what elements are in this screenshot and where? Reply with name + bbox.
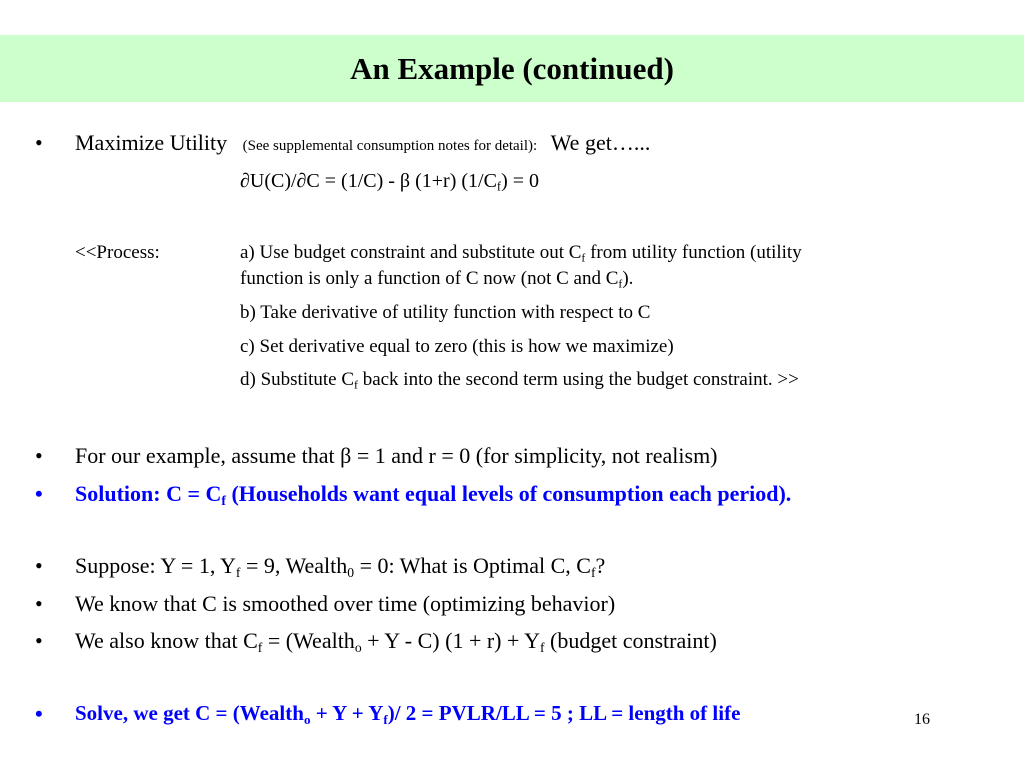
budget-sub-2: o [354, 640, 362, 656]
solution-part-2: (Households want equal levels of consumption each period). [225, 481, 792, 506]
process-step-b: b) Take derivative of utility function with respect to C [240, 302, 651, 323]
budget-part-1: We also know that C [75, 628, 258, 653]
suppose-part-3: = 0: What is Optimal C, C [354, 553, 591, 578]
bullet-5-marker: • [35, 591, 43, 616]
bullet-3-marker: • [35, 481, 43, 506]
process-step-d [240, 369, 799, 391]
suppose-part-4: ? [595, 553, 606, 578]
suppose-part-1: Suppose: Y = 1, Y [75, 553, 236, 578]
foc-equation [240, 170, 539, 193]
process-label: <<Process: [75, 242, 160, 263]
bullet-1-marker: • [35, 130, 43, 155]
bullet-5: We know that C is smoothed over time (optimizing behavior) [75, 591, 616, 616]
equation-part-1: ∂U(C)/∂C = (1/C) - β (1+r) (1/C [240, 170, 497, 192]
bullet-1-note: (See supplemental consumption notes for detail): [242, 138, 538, 154]
process-step-a-line-2 [240, 268, 633, 290]
suppose-sub-3: f [590, 565, 596, 581]
step-d-sub: f [354, 378, 358, 392]
solve-part-3: )/ 2 = PVLR/LL = 5 ; LL = length of life [387, 701, 741, 725]
bullet-1-tail: We get…... [550, 130, 651, 155]
budget-sub-3: f [539, 640, 545, 656]
budget-part-3: + Y - C) (1 + r) + Y [361, 628, 540, 653]
step-a-line2-part-2: ). [622, 268, 634, 289]
solve-sub-2: f [383, 711, 388, 727]
bullet-1 [75, 130, 650, 155]
suppose-sub-1: f [235, 565, 241, 581]
step-d-part-2: back into the second term using the budget constraint. >> [357, 369, 799, 390]
step-a-part-2: from utility function (utility [585, 242, 802, 263]
equation-part-2: ) = 0 [501, 170, 540, 192]
solve-sub-1: o [303, 711, 311, 727]
bullet-7-marker: • [35, 701, 43, 726]
bullet-3-solution [75, 481, 792, 509]
bullet-6-marker: • [35, 628, 43, 653]
bullet-1-main: Maximize Utility [75, 130, 228, 155]
solution-part-1: Solution: C = C [75, 481, 222, 506]
bullet-2-marker: • [35, 443, 43, 468]
slide-title: An Example (continued) [350, 51, 674, 86]
step-a-line2-sub: f [618, 277, 623, 291]
suppose-part-2: = 9, Wealth [240, 553, 348, 578]
page-number: 16 [914, 711, 930, 728]
step-a-part-1: a) Use budget constraint and substitute out C [240, 242, 582, 263]
budget-sub-1: f [257, 640, 263, 656]
solution-sub: f [221, 493, 226, 509]
step-a-line2-part-1: function is only a function of C now (not C and C [240, 268, 619, 289]
step-a-sub: f [581, 251, 586, 265]
bullet-6-budget [75, 628, 717, 656]
solve-part-1: Solve, we get C = (Wealth [75, 701, 304, 725]
suppose-sub-2: 0 [347, 565, 355, 581]
bullet-4-marker: • [35, 553, 43, 578]
process-step-a [240, 242, 802, 264]
bullet-7-solve [75, 701, 740, 725]
budget-part-2: = (Wealth [262, 628, 355, 653]
bullet-4-suppose [75, 553, 606, 581]
bullet-2: For our example, assume that β = 1 and r = 0 (for simplicity, not realism) [75, 443, 718, 468]
equation-sub-f: f [496, 179, 502, 194]
process-step-c: c) Set derivative equal to zero (this is how we maximize) [240, 336, 674, 357]
step-d-part-1: d) Substitute C [240, 369, 355, 390]
budget-part-4: (budget constraint) [544, 628, 717, 653]
solve-part-2: + Y + Y [310, 701, 384, 725]
